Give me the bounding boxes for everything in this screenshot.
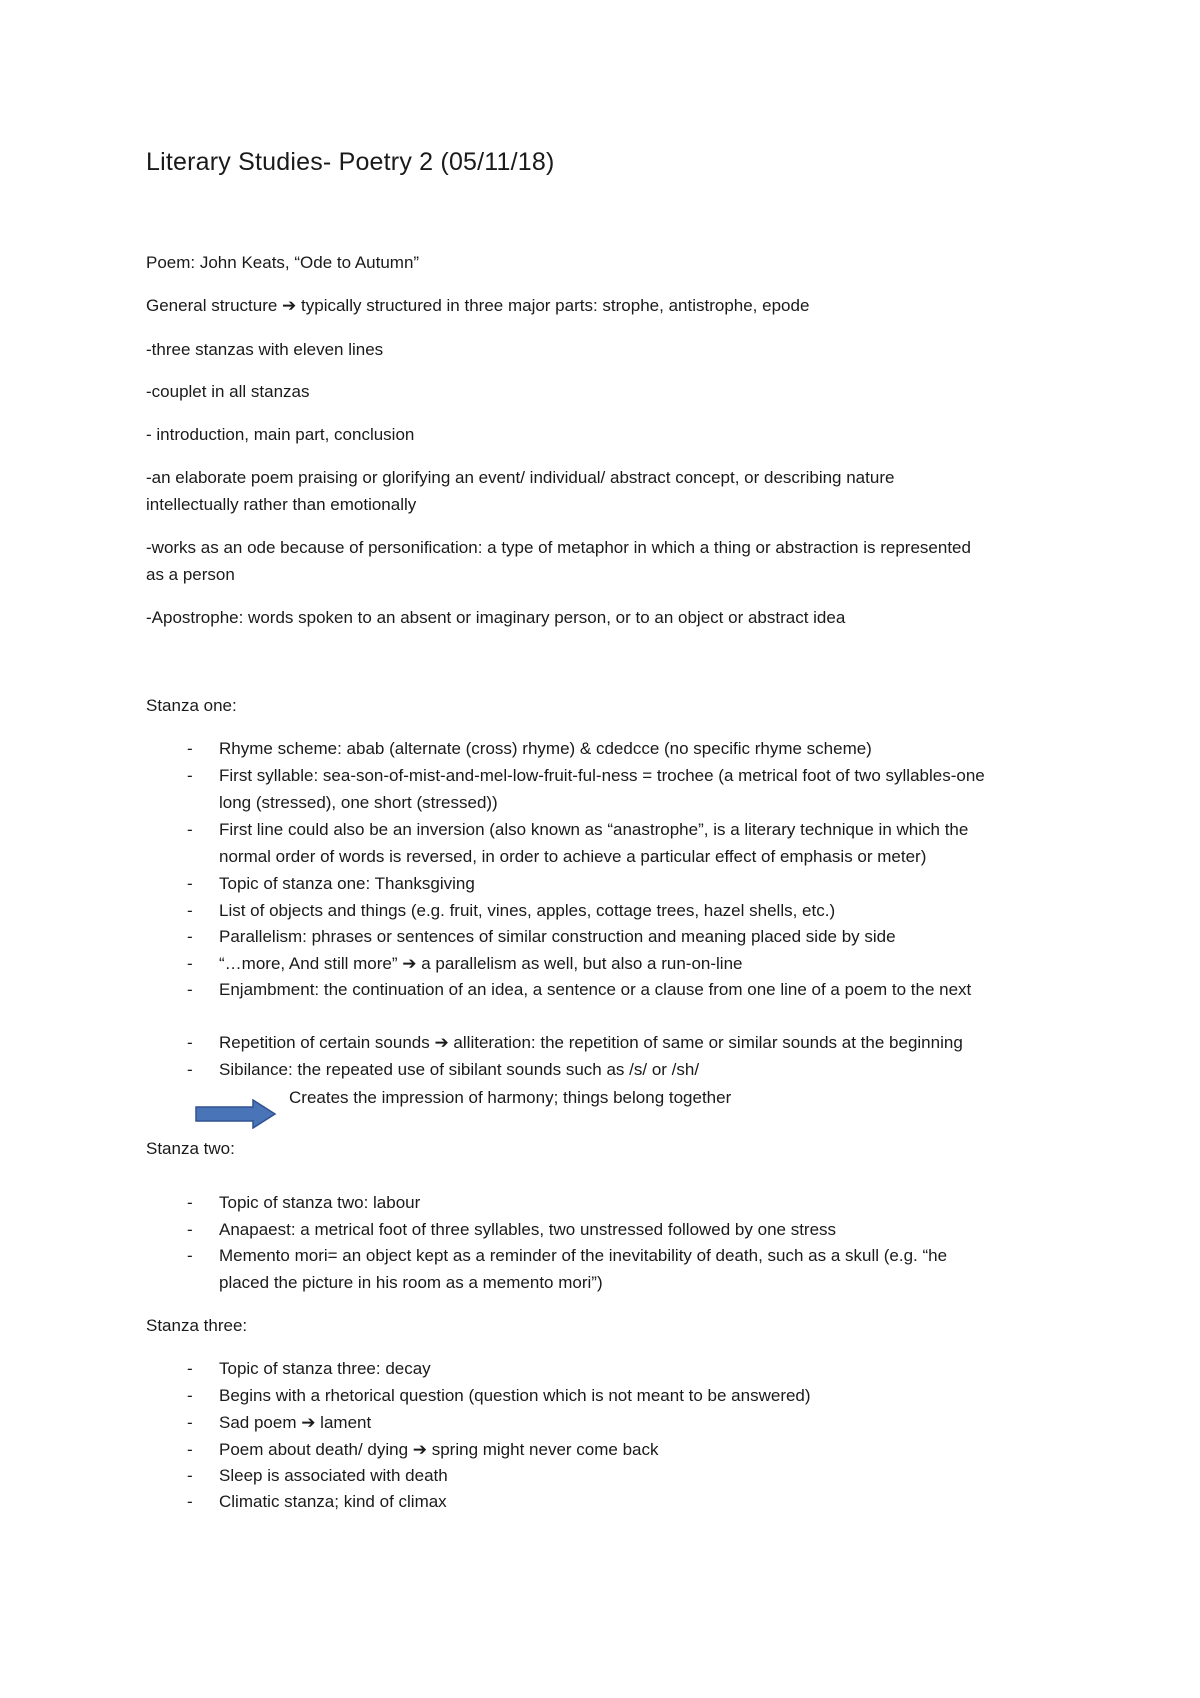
list-item: Memento mori= an object kept as a reminder of the inevitability of death, such as a skull (e.g. “he [219, 1246, 948, 1265]
list-item: Poem about death/ dying ➔ spring might never come back [219, 1440, 659, 1459]
list-item: Topic of stanza three: decay [219, 1359, 431, 1378]
list-item: Rhyme scheme: abab (alternate (cross) rhyme) & cdedcce (no specific rhyme scheme) [219, 739, 872, 758]
list-item-continuation: long (stressed), one short (stressed)) [219, 793, 498, 812]
list-item: First syllable: sea-son-of-mist-and-mel-low-fruit-ful-ness = trochee (a metrical foot of two syllables-one [219, 766, 985, 785]
stanzas-line: -three stanzas with eleven lines [146, 340, 384, 359]
list-item-continuation: normal order of words is reversed, in order to achieve a particular effect of emphasis or meter) [219, 847, 927, 866]
bullet-dash: - [187, 1246, 193, 1265]
bullet-dash: - [187, 927, 193, 946]
list-item: Sad poem ➔ lament [219, 1413, 372, 1432]
apostrophe-line: -Apostrophe: words spoken to an absent or imaginary person, or to an object or abstract idea [146, 608, 846, 627]
list-item: “…more, And still more” ➔ a parallelism as well, but also a run-on-line [219, 954, 743, 973]
list-item: Sibilance: the repeated use of sibilant sounds such as /s/ or /sh/ [219, 1060, 700, 1079]
list-item-continuation: placed the picture in his room as a memento mori”) [219, 1273, 603, 1292]
couplet-line: -couplet in all stanzas [146, 382, 310, 401]
stanza-one-heading: Stanza one: [146, 696, 237, 715]
bullet-dash: - [187, 874, 193, 893]
bullet-dash: - [187, 1193, 193, 1212]
list-item: Climatic stanza; kind of climax [219, 1492, 447, 1511]
bullet-dash: - [187, 1060, 193, 1079]
stanza-two-heading: Stanza two: [146, 1139, 235, 1158]
bullet-dash: - [187, 1440, 193, 1459]
right-arrow-icon [195, 1099, 277, 1134]
list-item: Sleep is associated with death [219, 1466, 448, 1485]
list-item: List of objects and things (e.g. fruit, vines, apples, cottage trees, hazel shells, etc.) [219, 901, 836, 920]
list-item: Anapaest: a metrical foot of three syllables, two unstressed followed by one stress [219, 1220, 837, 1239]
list-item: Topic of stanza one: Thanksgiving [219, 874, 475, 893]
bullet-dash: - [187, 739, 193, 758]
ode-line-2: as a person [146, 565, 235, 584]
page-title: Literary Studies- Poetry 2 (05/11/18) [146, 148, 555, 176]
poem-line: Poem: John Keats, “Ode to Autumn” [146, 253, 420, 272]
stanza-three-heading: Stanza three: [146, 1316, 248, 1335]
list-item: Begins with a rhetorical question (question which is not meant to be answered) [219, 1386, 811, 1405]
bullet-dash: - [187, 766, 193, 785]
elaborate-line-1: -an elaborate poem praising or glorifying an event/ individual/ abstract concept, or describing nature [146, 468, 895, 487]
bullet-dash: - [187, 901, 193, 920]
elaborate-line-2: intellectually rather than emotionally [146, 495, 417, 514]
bullet-dash: - [187, 1220, 193, 1239]
bullet-dash: - [187, 1386, 193, 1405]
list-item: Repetition of certain sounds ➔ alliteration: the repetition of same or similar sounds at the beginning [219, 1033, 963, 1052]
structure-line: General structure ➔ typically structured in three major parts: strophe, antistrophe, epode [146, 296, 810, 315]
ode-line-1: -works as an ode because of personification: a type of metaphor in which a thing or abstraction is represented [146, 538, 971, 557]
bullet-dash: - [187, 954, 193, 973]
arrow-shape [196, 1100, 275, 1128]
bullet-dash: - [187, 1359, 193, 1378]
bullet-dash: - [187, 1413, 193, 1432]
bullet-dash: - [187, 1033, 193, 1052]
arrow-note: Creates the impression of harmony; things belong together [289, 1088, 732, 1107]
bullet-dash: - [187, 1466, 193, 1485]
list-item: First line could also be an inversion (also known as “anastrophe”, is a literary technique in which the [219, 820, 969, 839]
bullet-dash: - [187, 820, 193, 839]
list-item: Enjambment: the continuation of an idea, a sentence or a clause from one line of a poem to the next [219, 980, 972, 999]
list-item: Parallelism: phrases or sentences of similar construction and meaning placed side by side [219, 927, 896, 946]
parts-line: - introduction, main part, conclusion [146, 425, 415, 444]
bullet-dash: - [187, 980, 193, 999]
bullet-dash: - [187, 1492, 193, 1511]
list-item: Topic of stanza two: labour [219, 1193, 421, 1212]
